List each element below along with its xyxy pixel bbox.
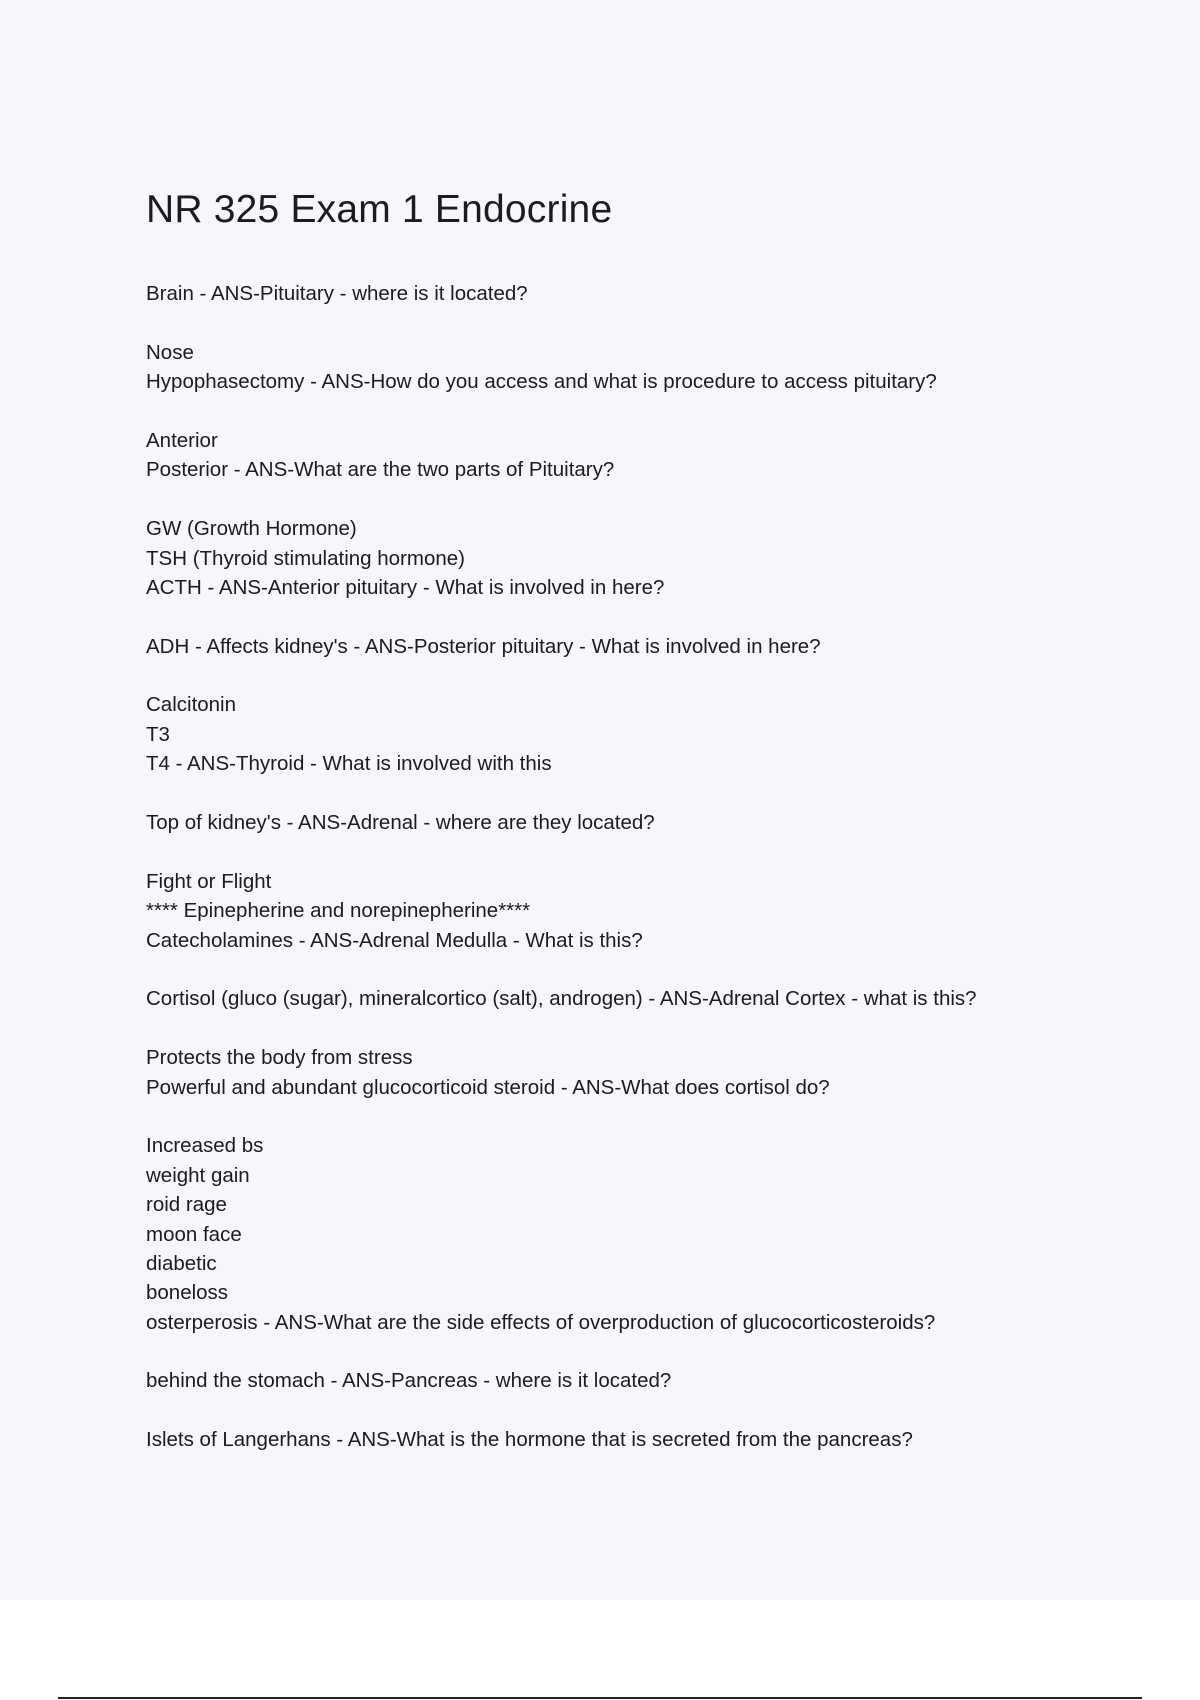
flashcard-item <box>146 1425 1146 1454</box>
flashcard-item <box>146 808 1146 837</box>
flashcard-item <box>146 1043 1146 1102</box>
flashcard-line: Catecholamines - ANS-Adrenal Medulla - What is this? <box>146 928 643 952</box>
flashcard-item <box>146 984 1146 1013</box>
flashcard-line: Increased bs <box>146 1134 264 1158</box>
flashcard-line: ADH - Affects kidney's - ANS-Posterior pituitary - What is involved in here? <box>146 634 821 658</box>
flashcard-item <box>146 690 1146 778</box>
flashcard-line: boneloss <box>146 1281 229 1305</box>
flashcard-line: Protects the body from stress <box>146 1046 413 1070</box>
flashcard-line: weight gain <box>146 1163 250 1187</box>
document-title: NR 325 Exam 1 Endocrine <box>146 188 613 231</box>
flashcard-item <box>146 632 1146 661</box>
flashcard-item <box>146 1131 1146 1337</box>
flashcard-line: Islets of Langerhans - ANS-What is the hormone that is secreted from the pancreas? <box>146 1428 913 1452</box>
flashcard-line: T3 <box>146 722 170 746</box>
flashcard-line: Powerful and abundant glucocorticoid steroid - ANS-What does cortisol do? <box>146 1075 830 1099</box>
flashcard-line: Hypophasectomy - ANS-How do you access and what is procedure to access pituitary? <box>146 370 937 394</box>
flashcard-line: Top of kidney's - ANS-Adrenal - where are they located? <box>146 811 655 835</box>
flashcard-line: behind the stomach - ANS-Pancreas - where is it located? <box>146 1369 672 1393</box>
flashcard-item <box>146 279 1146 308</box>
flashcard-line: Nose <box>146 340 194 364</box>
flashcard-line: **** Epinepherine and norepinepherine**** <box>146 899 531 923</box>
flashcard-item <box>146 1366 1146 1395</box>
flashcard-line: moon face <box>146 1222 242 1246</box>
flashcard-line: roid rage <box>146 1193 227 1217</box>
flashcard-line: Posterior - ANS-What are the two parts of Pituitary? <box>146 458 615 482</box>
flashcard-line: TSH (Thyroid stimulating hormone) <box>146 546 465 570</box>
flashcard-list <box>146 279 1146 1484</box>
flashcard-line: T4 - ANS-Thyroid - What is involved with this <box>146 752 552 776</box>
flashcard-line: Brain - ANS-Pituitary - where is it located? <box>146 282 528 305</box>
flashcard-line: Calcitonin <box>146 693 237 717</box>
flashcard-line: diabetic <box>146 1251 217 1275</box>
flashcard-line: Cortisol (gluco (sugar), mineralcortico (salt), androgen) - ANS-Adrenal Cortex - what is this? <box>146 987 977 1011</box>
flashcard-line: GW (Growth Hormone) <box>146 517 357 541</box>
flashcard-item <box>146 514 1146 602</box>
footer-divider <box>58 1697 1142 1699</box>
flashcard-line: Anterior <box>146 428 218 452</box>
flashcard-item <box>146 426 1146 485</box>
flashcard-line: osterperosis - ANS-What are the side effects of overproduction of glucocorticosteroids? <box>146 1310 936 1334</box>
flashcard-line: Fight or Flight <box>146 869 272 893</box>
flashcard-item <box>146 867 1146 955</box>
flashcard-item <box>146 338 1146 397</box>
flashcard-line: ACTH - ANS-Anterior pituitary - What is involved in here? <box>146 575 665 599</box>
